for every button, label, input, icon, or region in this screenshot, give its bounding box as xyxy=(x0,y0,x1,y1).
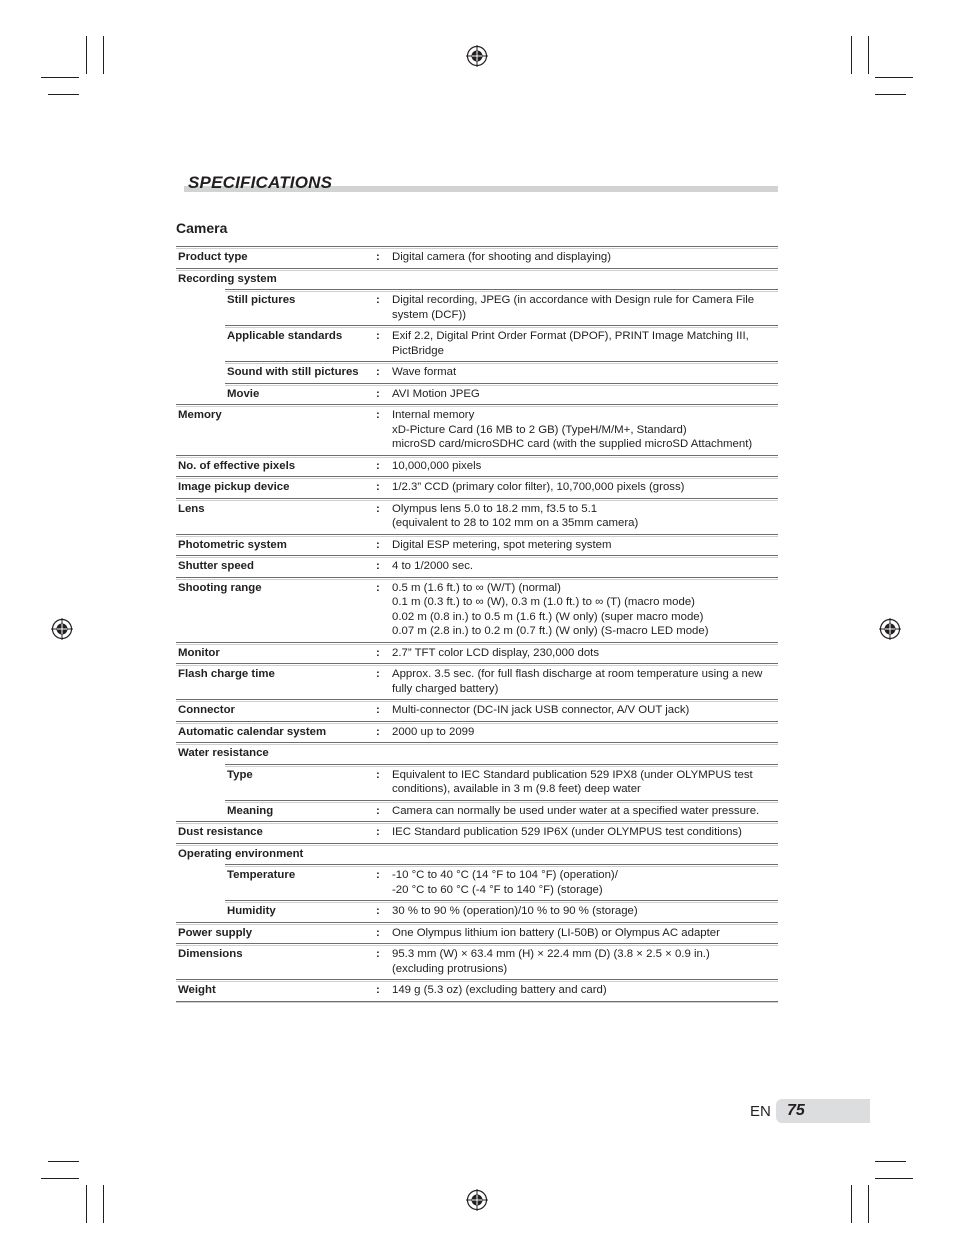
spec-separator: : xyxy=(376,560,380,572)
spec-row xyxy=(176,663,778,699)
spec-label: Meaning xyxy=(227,804,274,817)
spec-value-line: (equivalent to 28 to 102 mm on a 35mm camera) xyxy=(392,517,639,529)
page-title: SPECIFICATIONS xyxy=(188,173,333,192)
spec-label: Sound with still pictures xyxy=(227,366,359,378)
spec-value xyxy=(391,922,778,944)
spec-label: Dimensions xyxy=(178,948,243,960)
spec-separator: : xyxy=(376,581,380,594)
crop-mark xyxy=(868,1185,869,1223)
spec-label: Photometric system xyxy=(178,538,287,551)
spec-value xyxy=(391,979,778,1001)
spec-row xyxy=(176,943,778,979)
spec-row xyxy=(176,642,778,664)
spec-row xyxy=(176,843,778,865)
spec-value xyxy=(391,663,778,699)
spec-label: No. of effective pixels xyxy=(178,459,296,472)
spec-value-line: Olympus lens 5.0 to 18.2 mm, f3.5 to 5.1 xyxy=(392,502,598,515)
spec-separator: : xyxy=(376,984,380,996)
spec-separator: : xyxy=(376,768,380,781)
spec-label: Applicable standards xyxy=(227,330,343,342)
registration-mark-icon xyxy=(466,45,488,67)
spec-separator: : xyxy=(376,387,380,400)
spec-label: Flash charge time xyxy=(178,668,275,680)
spec-separator: : xyxy=(376,668,380,680)
page-title-band xyxy=(176,172,778,194)
spec-value-line: 1/2.3” CCD (primary color filter), 10,700,000 pixels (gross) xyxy=(392,481,685,493)
spec-label: Temperature xyxy=(227,869,296,881)
registration-mark-icon xyxy=(879,618,901,640)
spec-separator: : xyxy=(376,646,380,659)
spec-label: Weight xyxy=(178,984,216,996)
spec-row xyxy=(176,246,778,268)
spec-value-line: xD-Picture Card (16 MB to 2 GB) (TypeH/M/M+, Standard) xyxy=(392,423,687,436)
spec-row xyxy=(176,821,778,843)
spec-label: Operating environment xyxy=(178,847,304,860)
spec-separator: : xyxy=(376,502,380,515)
spec-value xyxy=(391,821,778,843)
spec-value-line: Multi-connector (DC-IN jack USB connector, A/V OUT jack) xyxy=(392,704,690,716)
spec-separator: : xyxy=(376,251,380,263)
spec-separator: : xyxy=(376,869,380,881)
crop-mark xyxy=(875,77,913,78)
spec-value xyxy=(391,455,778,477)
spec-value-line: Exif 2.2, Digital Print Order Format (DPOF), PRINT Image Matching III, PictBridge xyxy=(392,330,749,357)
spec-value xyxy=(391,843,778,865)
spec-value-line: 0.07 m (2.8 in.) to 0.2 m (0.7 ft.) (W only) (S-macro LED mode) xyxy=(392,625,709,637)
spec-separator: : xyxy=(376,704,380,716)
spec-label: Movie xyxy=(227,387,260,400)
spec-value-line: 10,000,000 pixels xyxy=(392,459,482,472)
spec-value xyxy=(391,361,778,383)
spec-row xyxy=(176,361,778,383)
spec-separator: : xyxy=(376,409,380,421)
spec-separator xyxy=(376,268,391,290)
spec-label: Shutter speed xyxy=(178,560,254,572)
spec-value xyxy=(391,289,778,325)
spec-separator: : xyxy=(376,459,380,472)
spec-value-line: Digital recording, JPEG (in accordance with Design rule for Camera File system (DCF)) xyxy=(392,294,755,321)
spec-row xyxy=(176,742,778,764)
crop-mark xyxy=(851,36,852,74)
spec-value-line: -10 °C to 40 °C (14 °F to 104 °F) (operation)/ xyxy=(392,869,618,881)
spec-row xyxy=(176,268,778,290)
crop-mark xyxy=(48,1161,79,1162)
spec-row xyxy=(176,455,778,477)
spec-row xyxy=(176,476,778,498)
crop-mark xyxy=(86,36,87,74)
spec-row xyxy=(176,498,778,534)
crop-mark xyxy=(868,36,869,74)
spec-value-line: Approx. 3.5 sec. (for full flash discharge at room temperature using a new fully charged battery) xyxy=(392,668,763,695)
spec-value xyxy=(391,721,778,743)
spec-value-line: Digital camera (for shooting and displaying) xyxy=(392,251,612,263)
spec-row xyxy=(176,404,778,455)
spec-label: Lens xyxy=(178,502,205,515)
table-end-rule xyxy=(176,1001,778,1003)
spec-value-line: 4 to 1/2000 sec. xyxy=(392,560,474,572)
spec-value-line: Camera can normally be used under water at a specified water pressure. xyxy=(392,804,760,817)
spec-value-line: 2.7” TFT color LCD display, 230,000 dots xyxy=(392,646,600,659)
spec-label: Type xyxy=(227,768,253,781)
spec-value-line: 0.5 m (1.6 ft.) to ∞ (W/T) (normal) xyxy=(392,581,561,594)
spec-value xyxy=(391,534,778,556)
spec-separator xyxy=(376,742,391,764)
spec-separator xyxy=(376,843,391,865)
spec-row xyxy=(176,325,778,361)
spec-value-line: Equivalent to IEC Standard publication 529 IPX8 (under OLYMPUS test conditions), available in 3 m (9.8 feet) deep water xyxy=(392,768,753,795)
crop-mark xyxy=(875,94,906,95)
spec-row xyxy=(176,800,778,822)
spec-value xyxy=(391,764,778,800)
spec-label: Product type xyxy=(178,251,248,263)
spec-separator: : xyxy=(376,330,380,342)
spec-value xyxy=(391,383,778,405)
spec-value xyxy=(391,864,778,900)
spec-row xyxy=(176,383,778,405)
spec-row xyxy=(176,555,778,577)
crop-mark xyxy=(851,1185,852,1223)
spec-label: Power supply xyxy=(178,926,253,939)
spec-value-line: microSD card/microSDHC card (with the supplied microSD Attachment) xyxy=(392,438,753,450)
spec-value-line: 2000 up to 2099 xyxy=(392,725,475,738)
spec-row xyxy=(176,289,778,325)
spec-separator: : xyxy=(376,926,380,939)
crop-mark xyxy=(875,1161,906,1162)
spec-row xyxy=(176,922,778,944)
spec-value xyxy=(391,699,778,721)
spec-value xyxy=(391,742,778,764)
spec-value xyxy=(391,404,778,455)
spec-separator: : xyxy=(376,948,380,960)
spec-row xyxy=(176,534,778,556)
spec-row xyxy=(176,577,778,642)
spec-label: Dust resistance xyxy=(178,826,263,838)
language-label: EN xyxy=(750,1103,771,1120)
spec-label: Image pickup device xyxy=(178,481,290,493)
crop-mark xyxy=(86,1185,87,1223)
spec-row xyxy=(176,699,778,721)
spec-separator: : xyxy=(376,481,380,493)
page-number: 75 xyxy=(787,1102,805,1119)
spec-label: Still pictures xyxy=(227,294,296,306)
spec-value-line: Digital ESP metering, spot metering system xyxy=(392,538,612,551)
spec-label: Recording system xyxy=(178,272,277,285)
spec-label: Humidity xyxy=(227,905,276,917)
registration-mark-icon xyxy=(51,618,73,640)
spec-row xyxy=(176,864,778,900)
spec-value-line: One Olympus lithium ion battery (LI-50B) or Olympus AC adapter xyxy=(392,926,720,939)
spec-label: Water resistance xyxy=(178,747,269,759)
registration-mark-icon xyxy=(466,1189,488,1211)
spec-separator: : xyxy=(376,905,380,917)
spec-separator: : xyxy=(376,538,380,551)
spec-value-line: 95.3 mm (W) × 63.4 mm (H) × 22.4 mm (D) (3.8 × 2.5 × 0.9 in.) xyxy=(392,948,710,960)
section-heading: Camera xyxy=(176,220,228,236)
spec-value-line: Wave format xyxy=(392,366,457,378)
crop-mark xyxy=(103,1185,104,1223)
spec-value xyxy=(391,268,778,290)
spec-label: Memory xyxy=(178,409,222,421)
spec-value xyxy=(391,577,778,642)
spec-value-line: 0.02 m (0.8 in.) to 0.5 m (1.6 ft.) (W only) (super macro mode) xyxy=(392,610,704,623)
spec-value xyxy=(391,642,778,664)
spec-value-line: 0.1 m (0.3 ft.) to ∞ (W), 0.3 m (1.0 ft.) to ∞ (T) (macro mode) xyxy=(392,596,695,608)
crop-mark xyxy=(41,77,79,78)
spec-value-line: 30 % to 90 % (operation)/10 % to 90 % (storage) xyxy=(392,905,638,917)
spec-row xyxy=(176,764,778,800)
spec-separator: : xyxy=(376,725,380,738)
spec-separator: : xyxy=(376,366,380,378)
spec-value-line: -20 °C to 60 °C (-4 °F to 140 °F) (storage) xyxy=(392,883,603,896)
spec-value xyxy=(391,900,778,922)
spec-separator: : xyxy=(376,826,380,838)
spec-value-line: Internal memory xyxy=(392,409,475,421)
spec-value xyxy=(391,246,778,268)
spec-label: Automatic calendar system xyxy=(178,725,327,738)
crop-mark xyxy=(48,94,79,95)
spec-table xyxy=(176,246,778,1003)
spec-value xyxy=(391,800,778,822)
spec-value xyxy=(391,498,778,534)
spec-value-line: AVI Motion JPEG xyxy=(392,387,480,400)
spec-separator: : xyxy=(376,804,380,817)
spec-row xyxy=(176,979,778,1001)
spec-separator: : xyxy=(376,294,380,306)
spec-value-line: (excluding protrusions) xyxy=(392,962,508,975)
spec-value xyxy=(391,325,778,361)
spec-value xyxy=(391,476,778,498)
spec-row xyxy=(176,900,778,922)
spec-label: Shooting range xyxy=(178,581,262,594)
crop-mark xyxy=(875,1178,913,1179)
spec-value xyxy=(391,555,778,577)
spec-value-line: IEC Standard publication 529 IP6X (under OLYMPUS test conditions) xyxy=(392,826,742,838)
crop-mark xyxy=(103,36,104,74)
spec-row xyxy=(176,721,778,743)
spec-label: Connector xyxy=(178,704,235,716)
crop-mark xyxy=(41,1178,79,1179)
spec-value xyxy=(391,943,778,979)
spec-value-line: 149 g (5.3 oz) (excluding battery and card) xyxy=(392,984,607,996)
spec-label: Monitor xyxy=(178,646,220,659)
